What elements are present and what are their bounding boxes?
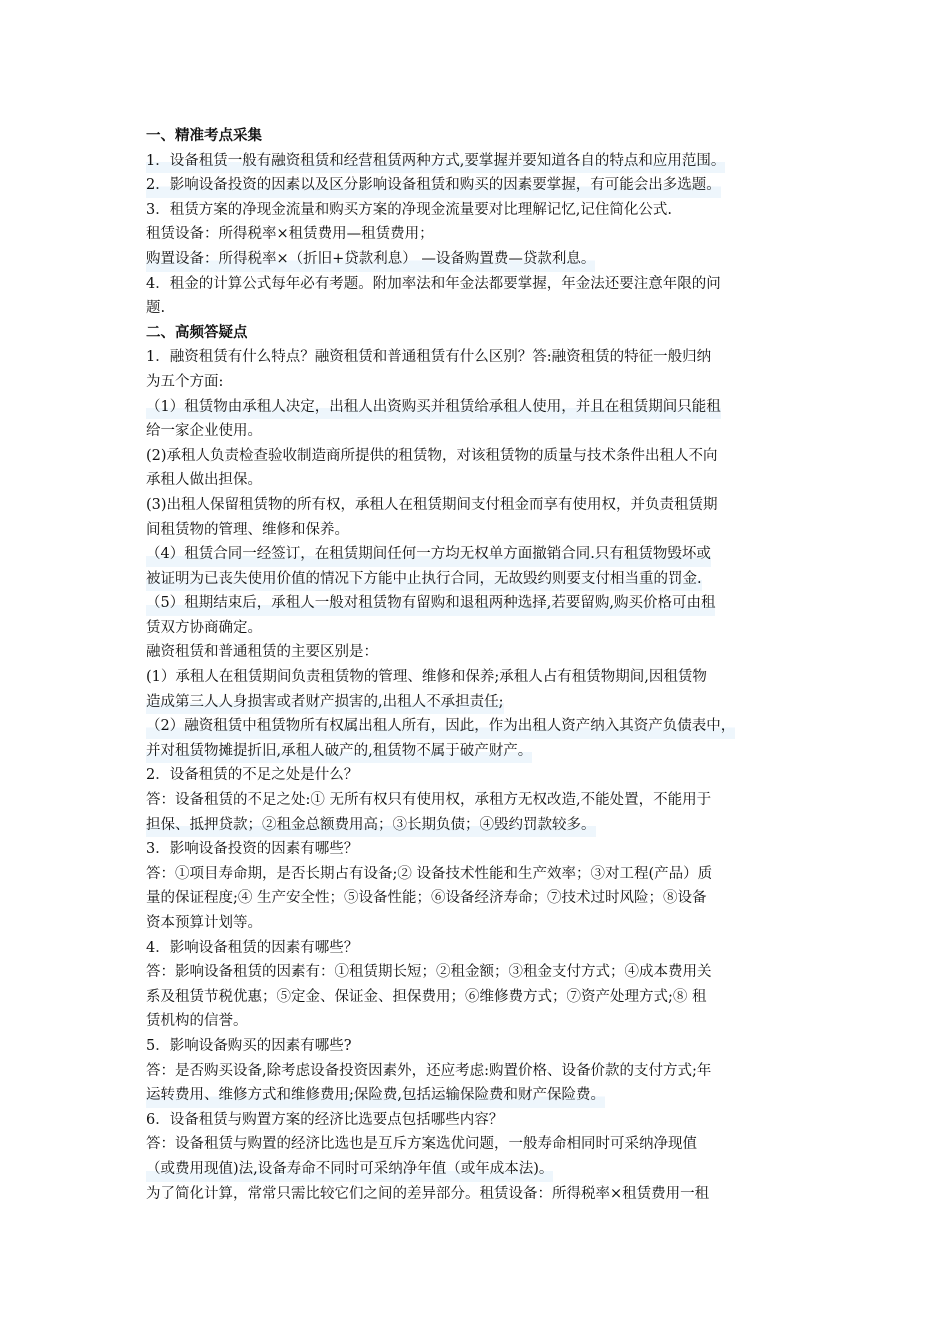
text-line — [146, 813, 818, 838]
document-body — [146, 124, 818, 1206]
text-line — [146, 468, 818, 493]
text-line — [146, 1034, 818, 1059]
text-line — [146, 837, 818, 862]
line-text: 造成第三人人身损害或者财产损害的,出租人不承担责任; — [146, 690, 504, 715]
text-line — [146, 1182, 818, 1207]
text-line — [146, 665, 818, 690]
text-line — [146, 714, 818, 739]
text-line — [146, 640, 818, 665]
text-line — [146, 911, 818, 936]
text-line — [146, 518, 818, 543]
line-text: 答：是否购买设备,除考虑设备投资因素外，还应考虑:购置价格、设备价款的支付方式;年 — [146, 1062, 712, 1079]
text-line — [146, 493, 818, 518]
line-text: 量的保证程度;④ 生产安全性；⑤设备性能；⑥设备经济寿命；⑦技术过时风险；⑧设备 — [146, 890, 707, 907]
line-text: 并对租赁物摊提折旧,承租人破产的,租赁物不属于破产财产。 — [146, 739, 532, 764]
line-text: 运转费用、维修方式和维修费用;保险费,包括运输保险费和财产保险费。 — [146, 1083, 605, 1108]
line-text: 6．设备租赁与购置方案的经济比选要点包括哪些内容？ — [146, 1111, 504, 1128]
line-text: 3．租赁方案的净现金流量和购买方案的净现金流量要对比理解记忆,记住简化公式. — [146, 201, 672, 218]
line-text: （2）融资租赁中租赁物所有权属出租人所有，因此，作为出租人资产纳入其资产负债表中， — [146, 714, 735, 739]
text-line — [146, 591, 818, 616]
line-text: 4．影响设备租赁的因素有哪些？ — [146, 939, 359, 956]
line-text: (2)承租人负责检查验收制造商所提供的租赁物，对该租赁物的质量与技术条件出租人不向 — [146, 447, 718, 464]
text-line — [146, 395, 818, 420]
text-line — [146, 862, 818, 887]
line-text: 给一家企业使用。 — [146, 423, 262, 440]
line-text: 购置设备：所得税率×（折旧+贷款利息） —设备购置费—贷款利息。 — [146, 247, 595, 272]
line-text: 资本预算计划等。 — [146, 915, 262, 931]
text-line — [146, 444, 818, 469]
section-heading — [146, 321, 818, 346]
line-text: (1）承租人在租赁期间负责租赁物的管理、维修和保养;承租人占有租赁物期间,因租赁物 — [146, 669, 707, 686]
text-line — [146, 763, 818, 788]
text-line — [146, 616, 818, 641]
text-line — [146, 936, 818, 961]
text-line — [146, 1059, 818, 1084]
text-line — [146, 272, 818, 297]
line-text: 赁双方协商确定。 — [146, 619, 262, 636]
text-line — [146, 960, 818, 985]
line-text: (3)出租人保留租赁物的所有权，承租人在租赁期间支付租金而享有使用权，并负责租赁期 — [146, 496, 718, 513]
text-line — [146, 149, 818, 174]
line-text: 为了简化计算，常常只需比较它们之间的差异部分。租赁设备：所得税率×租赁费用一租 — [146, 1185, 710, 1202]
line-text: 5．影响设备购买的因素有哪些? — [146, 1037, 352, 1054]
text-line — [146, 1009, 818, 1034]
text-line — [146, 1157, 818, 1182]
text-line — [146, 567, 818, 592]
section-heading — [146, 124, 818, 149]
line-text: 2．影响设备投资的因素以及区分影响设备租赁和购买的因素要掌握，有可能会出多选题。 — [146, 173, 721, 198]
text-line — [146, 1083, 818, 1108]
text-line — [146, 173, 818, 198]
line-text: 间租赁物的管理、维修和保养。 — [146, 521, 349, 538]
text-line — [146, 985, 818, 1010]
line-text: 答：影响设备租赁的因素有：①租赁期长短；②租金额；③租金支付方式；④成本费用关 — [146, 964, 712, 981]
line-text: 题. — [146, 300, 166, 317]
line-text: 承租人做出担保。 — [146, 472, 262, 489]
line-text: 2．设备租赁的不足之处是什么？ — [146, 767, 359, 784]
text-line — [146, 247, 818, 272]
text-line — [146, 1132, 818, 1157]
line-text: 1．设备租赁一般有融资租赁和经营租赁两种方式,要掌握并要知道各自的特点和应用范围。 — [146, 149, 725, 174]
text-line — [146, 542, 818, 567]
text-line — [146, 222, 818, 247]
text-line — [146, 739, 818, 764]
line-text: 租赁设备：所得税率×租赁费用—租赁费用； — [146, 226, 434, 243]
text-line — [146, 296, 818, 321]
line-text: 系及租赁节税优惠；⑤定金、保证金、担保费用；⑥维修费方式；⑦资产处理方式;⑧ 租 — [146, 988, 707, 1005]
text-line — [146, 788, 818, 813]
line-text: 被证明为已丧失使用价值的情况下方能中止执行合同，无故毁约则要支付相当重的罚金. — [146, 567, 702, 592]
text-line — [146, 198, 818, 223]
line-text: （5）租期结束后，承租人一般对租赁物有留购和退租两种选择,若要留购,购买价格可由租 — [146, 591, 715, 616]
line-text: 为五个方面: — [146, 373, 224, 390]
line-text: 答：①项目寿命期，是否长期占有设备;② 设备技术性能和生产效率；③对工程(产品）质 — [146, 865, 713, 882]
line-text: （4）租赁合同一经签订，在租赁期间任何一方均无权单方面撤销合同.只有租赁物毁坏或 — [146, 542, 711, 567]
line-text: 担保、抵押贷款；②租金总额费用高；③长期负债；④毁约罚款较多。 — [146, 813, 596, 838]
text-line — [146, 1108, 818, 1133]
line-text: 4．租金的计算公式每年必有考题。附加率法和年金法都要掌握，年金法还要注意年限的问 — [146, 275, 721, 292]
text-line — [146, 345, 818, 370]
line-text: （或费用现值)法,设备寿命不同时可采纳净年值（或年成本法)。 — [146, 1157, 553, 1182]
line-text: 1．融资租赁有什么特点？融资租赁和普通租赁有什么区别？答:融资租赁的特征一般归纳 — [146, 349, 712, 366]
text-line — [146, 690, 818, 715]
line-text: 答：设备租赁与购置的经济比选也是互斥方案选优问题，一般寿命相同时可采纳净现值 — [146, 1136, 697, 1153]
line-text: 二、高频答疑点 — [146, 323, 248, 341]
line-text: 赁机构的信誉。 — [146, 1013, 248, 1030]
line-text: （1）租赁物由承租人决定，出租人出资购买并租赁给承租人使用，并且在租赁期间只能租 — [146, 395, 721, 420]
line-text: 答：设备租赁的不足之处:① 无所有权只有使用权，承租方无权改造,不能处置，不能用于 — [146, 792, 712, 809]
line-text: 融资租赁和普通租赁的主要区别是： — [146, 644, 378, 661]
line-text: 3．影响设备投资的因素有哪些？ — [146, 841, 359, 858]
text-line — [146, 370, 818, 395]
line-text: 一、精准考点采集 — [146, 127, 262, 144]
text-line — [146, 419, 818, 444]
text-line — [146, 886, 818, 911]
